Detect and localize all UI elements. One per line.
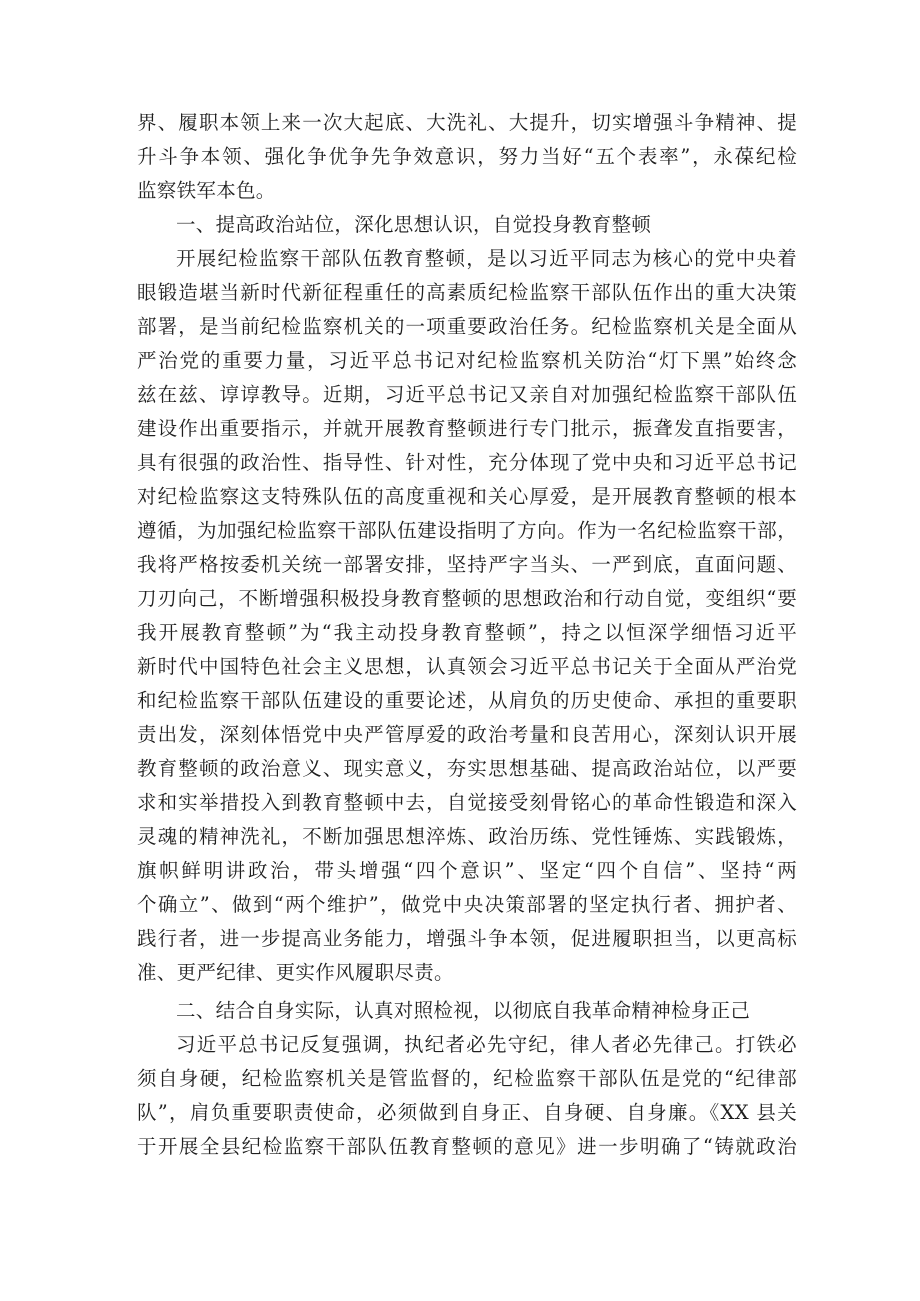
text-line: 我将严格按委机关统一部署安排，坚持严字当头、一严到底，直面问题、 bbox=[137, 553, 797, 576]
text-line: 建设作出重要指示，并就开展教育整顿进行专门批示，振聋发直指要害， bbox=[137, 417, 797, 440]
text-line: 队”，肩负重要职责使命，必须做到自身正、自身硬、自身廉。《XX 县关 bbox=[137, 1101, 797, 1124]
text-line: 遵循，为加强纪检监察干部队伍建设指明了方向。作为一名纪检监察干部， bbox=[137, 519, 797, 542]
text-line: 界、履职本领上来一次大起底、大洗礼、大提升，切实增强斗争精神、提 bbox=[137, 111, 797, 134]
text-line: 准、更严纪律、更实作风履职尽责。 bbox=[137, 961, 454, 984]
text-line: 对纪检监察这支特殊队伍的高度重视和关心厚爱，是开展教育整顿的根本 bbox=[137, 485, 797, 508]
section-heading-2: 二、结合自身实际，认真对照检视，以彻底自我革命精神检身正己 bbox=[176, 999, 751, 1022]
text-line: 眼锻造堪当新时代新征程重任的高素质纪检监察干部队伍作出的重大决策 bbox=[137, 281, 797, 304]
text-line: 灵魂的精神洗礼，不断加强思想淬炼、政治历练、党性锤炼、实践锻炼， bbox=[137, 825, 797, 848]
text-line: 我开展教育整顿”为“我主动投身教育整顿”，持之以恒深学细悟习近平 bbox=[137, 621, 797, 644]
text-line: 具有很强的政治性、指导性、针对性，充分体现了党中央和习近平总书记 bbox=[137, 451, 797, 474]
text-line: 新时代中国特色社会主义思想，认真领会习近平总书记关于全面从严治党 bbox=[137, 655, 797, 678]
text-line: 刀刃向己，不断增强积极投身教育整顿的思想政治和行动自觉，变组织“要 bbox=[137, 587, 797, 610]
section-heading-1: 一、提高政治站位，深化思想认识，自觉投身教育整顿 bbox=[176, 213, 652, 236]
text-line: 于开展全县纪检监察干部队伍教育整顿的意见》进一步明确了“铸就政治 bbox=[137, 1135, 797, 1158]
text-line: 责出发，深刻体悟党中央严管厚爱的政治考量和良苦用心，深刻认识开展 bbox=[137, 723, 797, 746]
document-body bbox=[137, 106, 797, 1164]
text-line: 和纪检监察干部队伍建设的重要论述，从肩负的历史使命、承担的重要职 bbox=[137, 689, 797, 712]
text-line: 个确立”、做到“两个维护”，做党中央决策部署的坚定执行者、拥护者、 bbox=[137, 893, 797, 916]
text-line: 开展纪检监察干部队伍教育整顿，是以习近平同志为核心的党中央着 bbox=[176, 247, 797, 270]
text-line: 监察铁军本色。 bbox=[137, 179, 276, 202]
text-line: 践行者，进一步提高业务能力，增强斗争本领，促进履职担当，以更高标 bbox=[137, 927, 797, 950]
text-line: 部署，是当前纪检监察机关的一项重要政治任务。纪检监察机关是全面从 bbox=[137, 315, 797, 338]
text-line: 教育整顿的政治意义、现实意义，夯实思想基础、提高政治站位，以严要 bbox=[137, 757, 797, 780]
text-line: 旗帜鲜明讲政治，带头增强“四个意识”、坚定“四个自信”、坚持“两 bbox=[137, 859, 797, 882]
text-line: 习近平总书记反复强调，执纪者必先守纪，律人者必先律己。打铁必 bbox=[176, 1033, 797, 1056]
text-line: 兹在兹、谆谆教导。近期，习近平总书记又亲自对加强纪检监察干部队伍 bbox=[137, 383, 797, 406]
text-line: 严治党的重要力量，习近平总书记对纪检监察机关防治“灯下黑”始终念 bbox=[137, 349, 797, 372]
text-line: 升斗争本领、强化争优争先争效意识，努力当好“五个表率”，永葆纪检 bbox=[137, 145, 797, 168]
text-line: 求和实举措投入到教育整顿中去，自觉接受刻骨铭心的革命性锻造和深入 bbox=[137, 791, 797, 814]
text-line: 须自身硬，纪检监察机关是管监督的，纪检监察干部队伍是党的“纪律部 bbox=[137, 1067, 797, 1090]
